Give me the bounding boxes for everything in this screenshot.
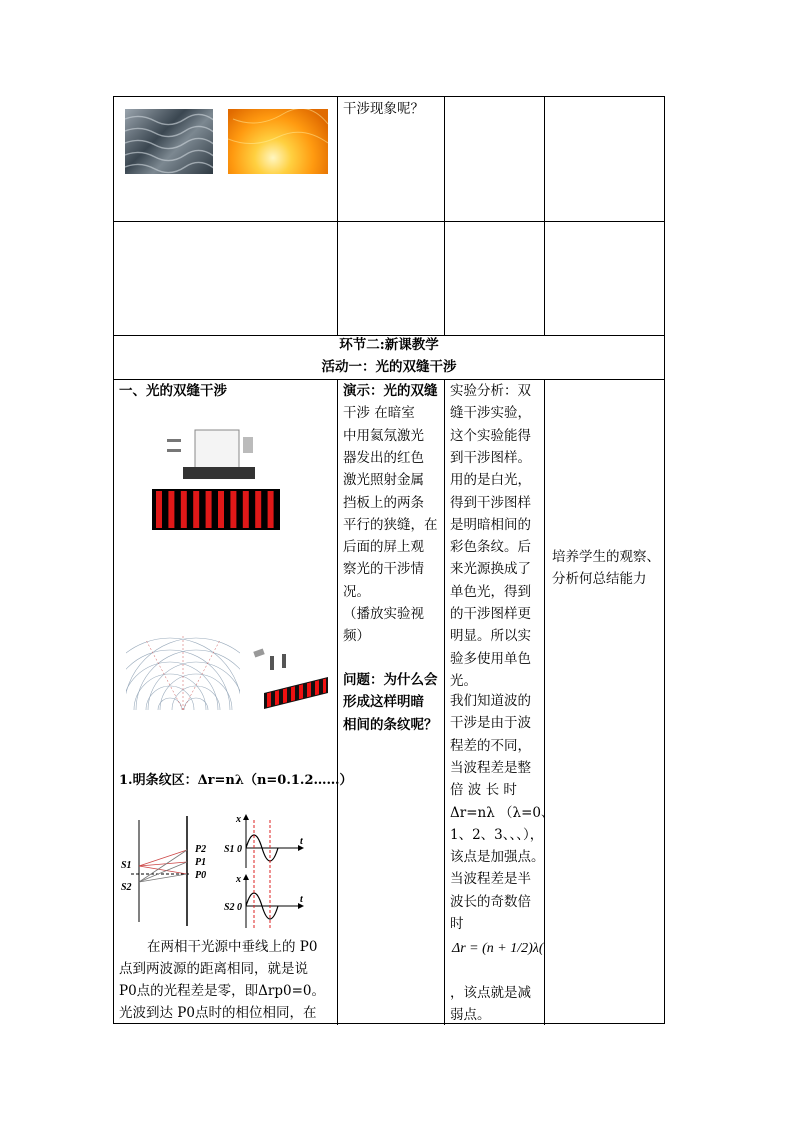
col3-line-14: 光。 <box>450 672 477 689</box>
col2-line-2: 干涉 在暗室 <box>343 405 415 422</box>
col-divider-2b <box>444 379 445 1025</box>
destructive-formula: Δr = (n + 1/2)λ( <box>452 941 544 956</box>
col2-line-6: 挡板上的两条 <box>343 494 424 511</box>
col2-line-11: （播放实验视 <box>343 606 424 622</box>
fringe-stripe <box>268 491 274 528</box>
section-title: 环节二:新课教学 <box>339 337 439 353</box>
col3b-line-6: Δr=nλ （λ=0、 <box>450 804 555 821</box>
col-divider-3b <box>544 379 545 1025</box>
double-slit-apparatus-image <box>165 425 265 483</box>
wave-interference-diagram <box>126 632 240 710</box>
row1-question-text: 干涉现象呢？ <box>343 101 424 117</box>
col3b-line-1: 我们知道波的 <box>450 693 531 709</box>
col2q-line-2: 形成这样明暗 <box>343 694 424 711</box>
col3-end-line-2: 弱点。 <box>450 1007 491 1023</box>
col3-line-5: 用的是白光， <box>450 472 531 489</box>
col3-line-7: 是明暗相间的 <box>450 516 531 533</box>
col3-line-12: 明显。所以实 <box>450 628 531 645</box>
slit-fringe-sketch <box>252 636 332 710</box>
col3-line-8: 彩色条纹。后 <box>450 539 531 556</box>
col-divider-3 <box>544 97 545 335</box>
col3b-line-3: 程差的不同， <box>450 737 531 754</box>
col3-line-6: 得到干涉图样 <box>450 494 531 511</box>
col-divider-1b <box>337 379 338 1025</box>
fringe-stripe <box>206 491 212 528</box>
col3-line-1: 实验分析：双 <box>450 383 531 399</box>
s1o-label: S1 0 <box>224 844 243 855</box>
col3b-line-2: 干涉是由于波 <box>450 715 531 732</box>
col3b-line-8: 该点是加强点。 <box>450 849 545 866</box>
p2-label: P2 <box>195 844 207 855</box>
col2-line-5: 激光照射金属 <box>343 472 424 489</box>
col4-line-1: 培养学生的观察、 <box>552 549 660 565</box>
col1-para-line-3: P0点的光程差是零，即Δrp0=0。 <box>119 983 326 999</box>
col2-line-1: 演示：光的双缝 <box>343 383 438 399</box>
col3-line-9: 来光源换成了 <box>450 561 531 578</box>
fringe-stripe <box>230 491 236 528</box>
waveform-graphs <box>224 812 308 930</box>
x-axis-label-2: x <box>236 874 241 885</box>
fringe-stripe <box>168 491 174 528</box>
col3-line-10: 单色光，得到 <box>450 583 531 600</box>
s2-label: S2 <box>121 882 132 893</box>
fringe-stripe <box>193 491 199 528</box>
fringe-stripe <box>218 491 224 528</box>
col4-line-2: 分析何总结能力 <box>552 571 647 588</box>
col3-line-2: 缝干涉实验， <box>450 405 531 422</box>
sun-surface-image <box>228 109 328 174</box>
p0-label: P0 <box>195 870 207 881</box>
fringe-stripe <box>243 491 249 528</box>
col1-para-line-4: 光波到达 P0点时的相位相同，在 <box>119 1005 317 1021</box>
x-axis-label-1: x <box>236 814 241 825</box>
col3-line-4: 到干涉图样。 <box>450 449 531 466</box>
col-divider-2 <box>444 97 445 335</box>
col3-end-line: ，该点就是减 <box>450 985 531 1001</box>
red-fringe-pattern-image <box>152 489 280 530</box>
t-axis-label-1: t <box>300 836 303 847</box>
p1-label: P1 <box>195 857 207 868</box>
col3-line-11: 的干涉图样更 <box>450 606 531 622</box>
col2q-line-3: 相间的条纹呢？ <box>343 716 438 733</box>
fringe-stripe <box>181 491 187 528</box>
s1-label: S1 <box>121 860 132 871</box>
col2-line-8: 后面的屏上观 <box>343 539 424 556</box>
col3-line-3: 这个实验能得 <box>450 427 531 444</box>
col3b-line-11: 时 <box>450 916 464 932</box>
path-difference-diagram <box>119 812 229 930</box>
col3b-line-5: 倍 波 长 时 <box>450 782 517 799</box>
col3b-line-4: 当波程差是整 <box>450 759 531 776</box>
t-axis-label-2: t <box>300 894 303 905</box>
col2-line-9: 察光的干涉情 <box>343 561 424 578</box>
activity-title: 活动一：光的双缝干涉 <box>321 359 457 375</box>
col1-para-line-1: 在两相干光源中垂线上的 P0 <box>147 939 318 955</box>
col3b-line-7: 1、2、3、、、）， <box>450 826 544 843</box>
col2-line-7: 平行的狭缝，在 <box>343 516 438 533</box>
row-divider-1 <box>114 221 664 222</box>
col3-line-13: 验多使用单色 <box>450 650 531 667</box>
s2o-label: S2 0 <box>224 902 243 913</box>
bright-fringe-label: 1.明条纹区：Δr=nλ（n=0.1.2……） <box>119 773 353 788</box>
col2q-line-1: 问题：为什么会 <box>343 672 438 688</box>
col2-line-4: 器发出的红色 <box>343 449 424 466</box>
water-ripple-image <box>125 109 213 174</box>
col2-line-12: 频） <box>343 628 370 645</box>
fringe-stripe <box>156 491 162 528</box>
col1-para-line-2: 点到两波源的距离相同，就是说 <box>119 961 308 977</box>
col1-heading: 一、光的双缝干涉 <box>119 383 227 399</box>
col2-line-10: 况。 <box>343 583 370 600</box>
col3b-line-9: 当波程差是半 <box>450 871 531 888</box>
fringe-stripe <box>255 491 261 528</box>
col-divider-1 <box>337 97 338 335</box>
col3b-line-10: 波长的奇数倍 <box>450 893 531 910</box>
col2-line-3: 中用氦氖激光 <box>343 427 424 444</box>
